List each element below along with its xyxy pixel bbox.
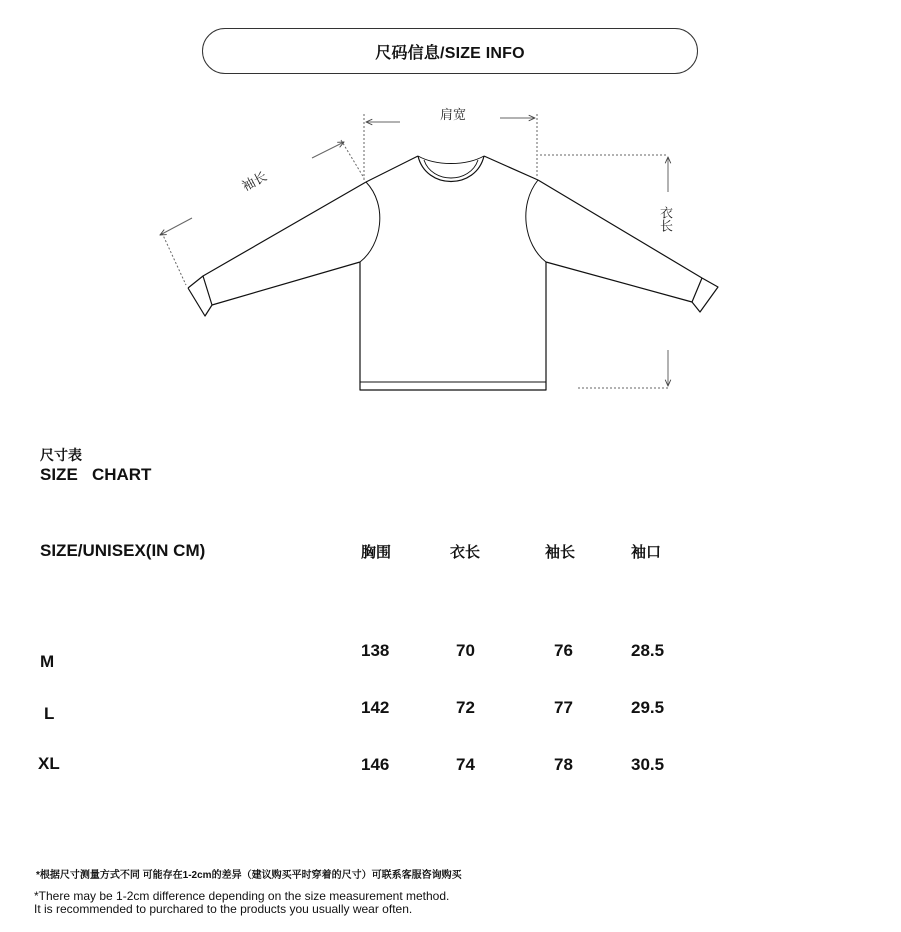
length-value: 70 [456, 641, 475, 660]
body-length-label: 衣长 [658, 206, 673, 232]
sleeve-value: 77 [554, 698, 573, 717]
sweatshirt-sleeve-left [203, 182, 366, 305]
size-info-title-text: 尺码信息/SIZE INFO [375, 44, 525, 62]
sweatshirt-sleeve-right [538, 180, 702, 302]
size-chart-title-en: SIZE CHART [40, 465, 152, 484]
sleeve-length-label: 袖长 [239, 168, 270, 194]
sweatshirt-diagram [0, 0, 901, 420]
sleeve-value: 76 [554, 641, 573, 660]
cuff-value: 30.5 [631, 755, 665, 774]
sweatshirt-shoulder-right [484, 156, 538, 180]
size-label: XL [38, 754, 60, 773]
column-header-sleeve: 袖长 [545, 544, 576, 561]
measurement-note-zh: *根据尺寸测量方式不同 可能存在1-2cm的差异（建议购买平时穿着的尺寸）可联系客服咨询购买 [36, 870, 462, 881]
sleeve-value: 78 [554, 755, 573, 774]
length-value: 72 [456, 698, 475, 717]
measurement-note-en-line2: It is recommended to purchared to the products you usually wear often. [34, 902, 413, 916]
sweatshirt-cuff-right [692, 278, 718, 312]
column-header-chest: 胸围 [361, 544, 392, 561]
chest-value: 142 [361, 698, 390, 717]
length-value: 74 [456, 755, 475, 774]
sleeve-arrow-top [312, 142, 344, 158]
cuff-value: 28.5 [631, 641, 665, 660]
cuff-value: 29.5 [631, 698, 665, 717]
size-label: M [40, 652, 55, 671]
size-chart-title-zh: 尺寸表 [40, 447, 82, 463]
size-chart-title [40, 446, 151, 484]
sweatshirt-cuff-left [188, 276, 212, 316]
measurement-note-en-line1: *There may be 1-2cm difference depending on the size measurement method. [34, 889, 450, 903]
shoulder-width-label: 肩宽 [440, 107, 467, 122]
size-column-header: SIZE/UNISEX(IN CM) [40, 541, 206, 560]
column-header-length: 衣长 [450, 544, 481, 561]
chest-value: 146 [361, 755, 390, 774]
sweatshirt-body [360, 262, 546, 390]
sweatshirt-shoulder-left [366, 156, 418, 182]
chest-value: 138 [361, 641, 390, 660]
sleeve-arrow-bottom [160, 218, 192, 235]
measurement-note-en [34, 890, 449, 916]
size-label: L [44, 704, 55, 723]
column-header-cuff: 袖口 [631, 544, 662, 561]
